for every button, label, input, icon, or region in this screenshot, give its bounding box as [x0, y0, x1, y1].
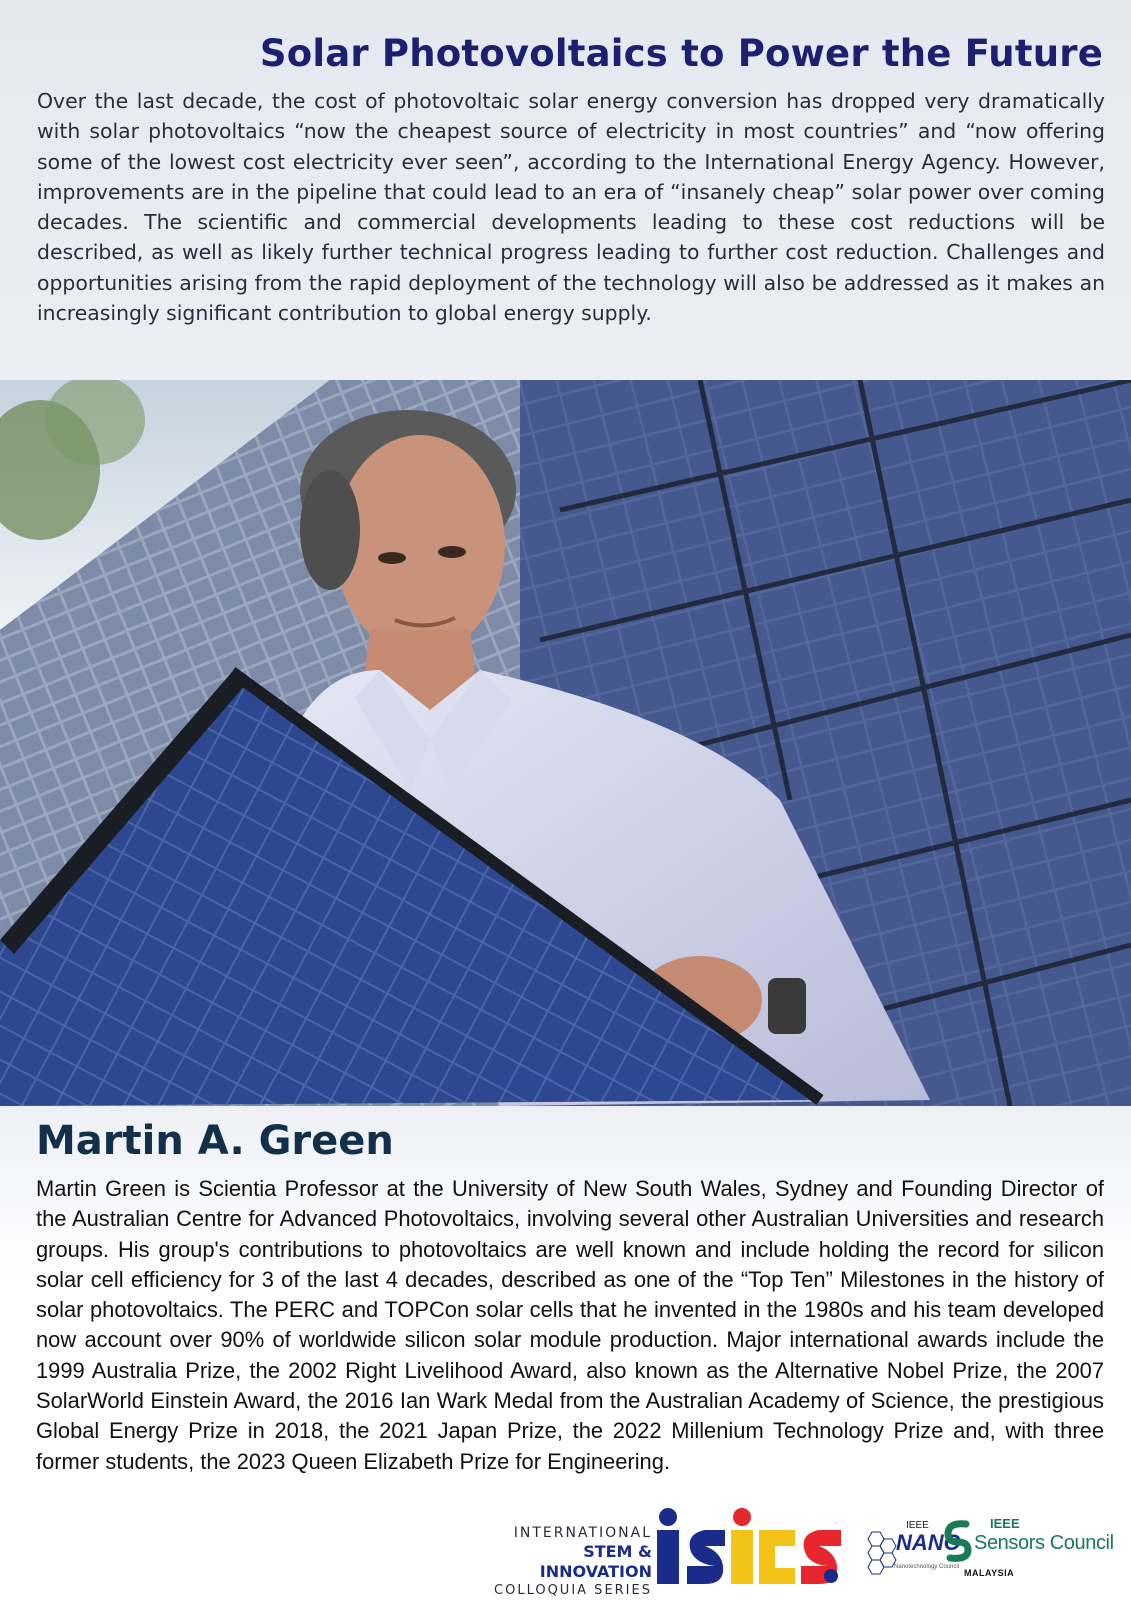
sensors-ieee-label: IEEE — [990, 1516, 1020, 1531]
nano-ieee-label: IEEE — [906, 1520, 929, 1531]
abstract-text: Over the last decade, the cost of photovoltaic solar energy conversion has dropped very dramatically with solar photovoltaics “now the cheapest source of electricity in most countries” and “now offering some of the lowest cost electricity ever seen”, according to the International Energy Agency. However, improvements are in the pipeline that could lead to an era of “insanely cheap” solar power over coming decades. The scientific and commercial developments leading to these cost reductions will be described, as well as likely further technical progress leading to further cost reduction. Challenges and opportunities arising from the rapid deployment of the technology will also be addressed as it makes an increasingly significant contribution to global energy supply. — [37, 89, 1105, 326]
speaker-name: Martin A. Green — [36, 1118, 394, 1164]
speaker-bio: Martin Green is Scientia Professor at the University of New South Wales, Sydney and Founding Director of the Australian Centre for Advanced Photovoltaics, involving several other Australian Universities and research groups. His group's contributions to photovoltaics are well known and include holding the record for silicon solar cell efficiency for 3 of the last 4 decades, described as one of the “Top Ten” Milestones in the history of solar photovoltaics. The PERC and TOPCon solar cells that he invented in the 1980s and his team developed now account over 90% of worldwide silicon solar module production. Major international awards include the 1999 Australia Prize, the 2002 Right Livelihood Award, also known as the Alternative Nobel Prize, the 2007 SolarWorld Einstein Award, the 2016 Ian Wark Medal from the Australian Academy of Science, the prestigious Global Energy Prize in 2018, the 2021 Japan Prize, the 2022 Millenium Technology Prize and, with three former students, the 2023 Queen Elizabeth Prize for Engineering. — [36, 1176, 1104, 1474]
sensors-council-label: Sensors Council — [974, 1532, 1114, 1554]
series-line-1: INTERNATIONAL — [513, 1525, 652, 1541]
sponsor-logos — [470, 1502, 1114, 1598]
sensors-council-logo — [942, 1516, 1112, 1590]
sensors-swirl-icon — [942, 1518, 974, 1562]
sensors-region-label: MALAYSIA — [964, 1568, 1015, 1578]
page-title: Solar Photovoltaics to Power the Future — [259, 32, 1103, 75]
nano-word: NANO — [896, 1530, 961, 1555]
series-logo-text — [470, 1524, 652, 1600]
series-line-3: COLLOQUIA SERIES — [494, 1583, 652, 1598]
speaker-photo — [0, 380, 1131, 1106]
nano-subtitle: Nanotechnology Council — [894, 1564, 960, 1570]
isics-logo-icon — [655, 1508, 845, 1586]
series-line-2: STEM & INNOVATION — [539, 1542, 652, 1581]
